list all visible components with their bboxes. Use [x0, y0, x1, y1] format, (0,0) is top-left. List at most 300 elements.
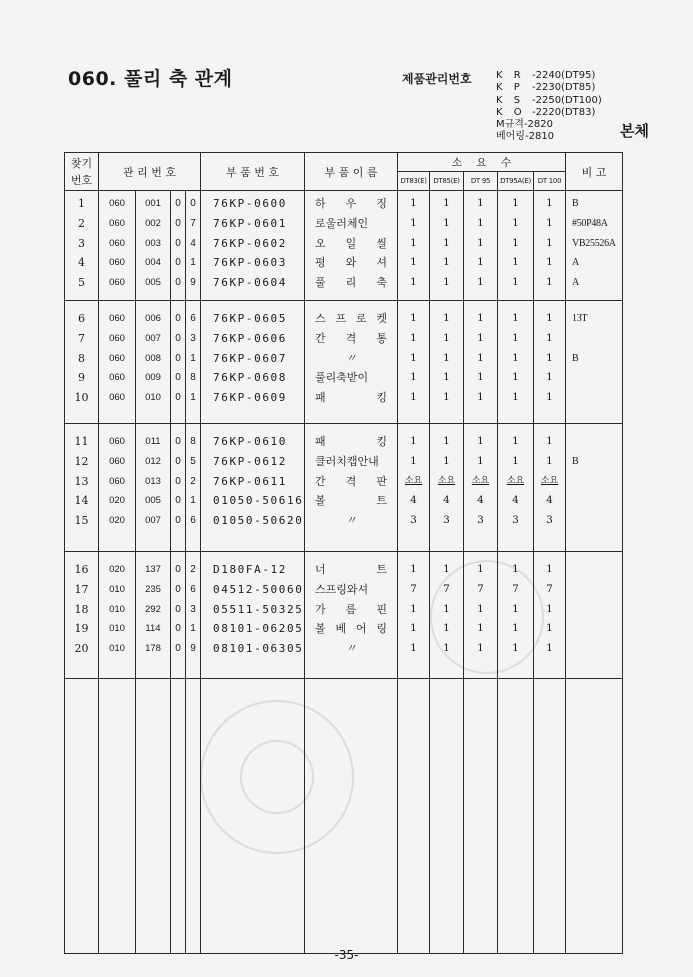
qty-dt100: 1 — [546, 435, 553, 447]
index-no: 7 — [78, 331, 85, 345]
mgmt-no-1: 060 — [109, 257, 125, 269]
mgmt-no-1-column-cell — [99, 424, 136, 552]
qty-dt85e: 7 — [443, 582, 450, 595]
part-name: 〃 — [345, 351, 357, 365]
part-name: 스 프 로 켓 — [315, 312, 387, 325]
qty-dt100: 1 — [546, 236, 553, 249]
remark — [569, 472, 622, 492]
part-number: 76KP-0600 — [213, 197, 288, 210]
qty-dt95ae: 소요 — [506, 475, 525, 486]
mgmt-no-1: 020 — [109, 495, 125, 507]
mgmt-no-2: 010 — [145, 392, 161, 404]
mgmt-no-3: 0 — [175, 455, 181, 467]
mgmt-no-3: 0 — [175, 313, 181, 324]
qty-dt85e: 1 — [443, 216, 450, 229]
part-name: 〃 — [345, 514, 357, 528]
qty-dt85e: 1 — [443, 454, 450, 467]
mgmt-no-2: 003 — [145, 237, 161, 249]
mgmt-no-4: 5 — [190, 455, 196, 467]
mgmt-no-4: 4 — [190, 237, 196, 249]
mgmt-no-2: 012 — [145, 455, 161, 467]
mgmt-no-3: 0 — [175, 603, 181, 615]
mgmt-no-1: 060 — [109, 475, 125, 487]
qty-dt85e: 소요 — [437, 475, 456, 486]
qty-dt95ae-column-cell — [498, 552, 534, 679]
mgmt-no-3: 0 — [175, 475, 181, 487]
part-number: 76KP-0604 — [213, 276, 288, 290]
qty-dt95: 1 — [477, 256, 484, 269]
qty-dt83e-column-cell — [398, 424, 430, 552]
remark — [569, 388, 622, 408]
remark-column-cell — [566, 301, 623, 424]
mgmt-no-3: 0 — [175, 495, 181, 507]
qty-dt100: 3 — [546, 514, 553, 527]
part-name: 오 일 씰 — [315, 236, 387, 250]
mgmt-no-2: 013 — [145, 475, 161, 487]
mgmt-no-3: 0 — [175, 352, 181, 364]
product-code: K R — [496, 70, 525, 81]
qty-dt95ae: 1 — [512, 602, 519, 615]
mgmt-no-2-column-cell — [136, 552, 171, 679]
qty-dt85e: 1 — [443, 602, 450, 615]
index-no-column-cell — [65, 191, 99, 301]
part-name: 간 격 통 — [315, 331, 387, 345]
index-no: 16 — [74, 563, 89, 576]
mgmt-no-4-column-cell — [186, 301, 201, 424]
qty-dt85e: 1 — [443, 642, 450, 655]
index-no: 10 — [74, 391, 89, 405]
mgmt-no-2: 009 — [145, 372, 161, 384]
qty-dt100: 1 — [546, 276, 553, 289]
part-number: 76KP-0611 — [213, 474, 288, 488]
qty-dt95ae: 1 — [512, 331, 519, 344]
product-code: K O — [496, 106, 526, 118]
mgmt-no-3: 0 — [175, 217, 181, 229]
mgmt-no-4: 2 — [190, 564, 196, 575]
remark: A — [572, 277, 579, 289]
remark — [569, 580, 622, 600]
part-number: 04512-50060 — [213, 582, 304, 596]
blank-cell — [498, 679, 534, 954]
mgmt-no-2: 006 — [145, 313, 161, 324]
mgmt-no-3: 0 — [175, 583, 181, 595]
part-name: 스프링와셔 — [315, 582, 369, 596]
mgmt-no-1: 010 — [109, 623, 125, 635]
part-number-column-cell — [201, 301, 305, 424]
part-number: 01050-50620 — [213, 514, 304, 528]
part-name: 로울러체인 — [315, 216, 369, 230]
header-part-no: 부 품 번 호 — [201, 153, 305, 191]
part-name-column-cell — [305, 424, 398, 552]
qty-dt83e: 1 — [410, 454, 417, 467]
part-name: 볼 베 어 링 — [315, 622, 387, 636]
mgmt-no-2: 004 — [145, 257, 161, 269]
qty-dt95: 1 — [477, 276, 484, 289]
qty-dt83e: 1 — [410, 331, 417, 344]
remark: A — [572, 257, 579, 269]
mgmt-no-2-column-cell — [136, 424, 171, 552]
qty-dt95ae: 1 — [512, 391, 519, 404]
part-name: 평 와 셔 — [315, 256, 387, 270]
qty-dt95ae: 1 — [512, 622, 519, 635]
header-model-dt95ae: DT95A(E) — [498, 172, 534, 191]
mgmt-no-4: 2 — [190, 475, 196, 487]
qty-dt85e-column-cell — [430, 301, 464, 424]
mgmt-no-1: 010 — [109, 643, 125, 655]
mgmt-no-3: 0 — [175, 515, 181, 527]
mgmt-no-4: 1 — [190, 392, 196, 404]
part-name: 〃 — [345, 642, 357, 656]
part-number: 76KP-0602 — [213, 236, 288, 250]
remark — [569, 432, 622, 452]
blank-cell — [99, 679, 136, 954]
product-code-value: -2250(DT100) — [532, 94, 602, 106]
qty-dt83e: 1 — [410, 312, 417, 324]
remark — [569, 329, 622, 349]
mgmt-no-4: 6 — [190, 583, 196, 595]
qty-dt95ae-column-cell — [498, 301, 534, 424]
page-number: -35- — [334, 948, 359, 962]
mgmt-no-2: 114 — [145, 623, 161, 635]
mgmt-no-1-column-cell — [99, 301, 136, 424]
row-group — [65, 424, 623, 552]
qty-dt100-column-cell — [534, 552, 566, 679]
qty-dt95-column-cell — [464, 301, 498, 424]
remark — [569, 639, 622, 659]
qty-dt100: 1 — [546, 312, 553, 324]
qty-dt95: 1 — [477, 563, 484, 575]
mgmt-no-2-column-cell — [136, 191, 171, 301]
index-no: 5 — [78, 276, 85, 290]
qty-dt95-column-cell — [464, 191, 498, 301]
qty-dt95: 1 — [477, 351, 484, 364]
blank-row — [65, 679, 623, 954]
qty-dt85e: 1 — [443, 331, 450, 344]
blank-cell — [171, 679, 186, 954]
qty-dt83e: 1 — [410, 276, 417, 289]
part-name: 풀리축받이 — [315, 371, 369, 385]
qty-dt85e: 1 — [443, 435, 450, 447]
qty-dt95: 1 — [477, 602, 484, 615]
mgmt-no-2: 001 — [145, 198, 161, 209]
qty-dt100: 소요 — [540, 475, 559, 486]
product-code-line — [496, 70, 602, 82]
remark — [569, 368, 622, 388]
mgmt-no-3-column-cell — [171, 424, 186, 552]
qty-dt83e: 1 — [410, 371, 417, 384]
product-code: K P — [496, 82, 524, 94]
header-mgmt-no: 관 리 번 호 — [99, 153, 201, 191]
mgmt-no-3-column-cell — [171, 191, 186, 301]
qty-dt85e-column-cell — [430, 552, 464, 679]
qty-dt85e: 1 — [443, 622, 450, 635]
mgmt-no-1: 060 — [109, 198, 125, 209]
mgmt-no-4: 9 — [190, 277, 196, 289]
mgmt-no-1: 060 — [109, 392, 125, 404]
qty-dt95: 1 — [477, 216, 484, 229]
part-name: 클러치캡안내 — [315, 454, 379, 468]
spec-line: 베어링-2810 — [496, 131, 555, 143]
mgmt-no-2: 235 — [145, 583, 161, 595]
blank-cell — [136, 679, 171, 954]
mgmt-no-1: 010 — [109, 583, 125, 595]
remark — [569, 600, 622, 620]
part-number: 76KP-0603 — [213, 256, 288, 270]
parts-table — [64, 152, 623, 954]
product-code-label: 제품관리번호 — [402, 72, 472, 86]
qty-dt100: 1 — [546, 622, 553, 635]
part-number: 76KP-0605 — [213, 312, 288, 325]
index-no: 20 — [74, 642, 89, 656]
qty-dt95ae: 3 — [512, 514, 519, 527]
index-no: 12 — [74, 454, 89, 468]
qty-dt85e: 3 — [443, 514, 450, 527]
remark: B — [572, 455, 579, 467]
qty-dt95ae: 1 — [512, 435, 519, 447]
index-no: 14 — [74, 494, 89, 508]
mgmt-no-2: 137 — [145, 564, 161, 575]
qty-dt85e: 1 — [443, 236, 450, 249]
index-no-column-cell — [65, 424, 99, 552]
mgmt-no-4: 1 — [190, 495, 196, 507]
remark — [569, 491, 622, 511]
product-code-value: -2220(DT83) — [532, 106, 596, 118]
mgmt-no-3: 0 — [175, 237, 181, 249]
qty-dt95: 1 — [477, 331, 484, 344]
remark-column-cell — [566, 552, 623, 679]
blank-cell — [464, 679, 498, 954]
index-no: 4 — [78, 256, 85, 270]
blank-cell — [534, 679, 566, 954]
qty-dt83e: 1 — [410, 256, 417, 269]
qty-dt83e: 1 — [410, 602, 417, 615]
qty-dt95: 1 — [477, 454, 484, 467]
mgmt-no-2: 008 — [145, 352, 161, 364]
remark — [569, 511, 622, 531]
header-model-dt100: DT 100 — [534, 172, 566, 191]
part-name: 너 트 — [315, 563, 387, 576]
index-no-column-cell — [65, 301, 99, 424]
mgmt-no-1: 060 — [109, 217, 125, 229]
part-number: 76KP-0612 — [213, 454, 288, 468]
mgmt-no-4: 9 — [190, 643, 196, 655]
blank-cell — [305, 679, 398, 954]
mgmt-no-3-column-cell — [171, 301, 186, 424]
mgmt-no-1-column-cell — [99, 191, 136, 301]
body-label: 본체 — [620, 122, 649, 140]
remark: B — [572, 352, 579, 364]
header-index-line2: 번호 — [70, 173, 93, 187]
blank-cell — [201, 679, 305, 954]
part-name: 패 킹 — [315, 391, 387, 405]
header-part-name: 부 품 이 름 — [305, 153, 398, 191]
header-index — [65, 153, 99, 191]
mgmt-no-1: 060 — [109, 352, 125, 364]
mgmt-no-4: 1 — [190, 352, 196, 364]
qty-dt83e: 1 — [410, 642, 417, 655]
part-number: 76KP-0609 — [213, 391, 288, 405]
mgmt-no-3: 0 — [175, 643, 181, 655]
part-name-column-cell — [305, 191, 398, 301]
product-code-line — [496, 95, 602, 107]
remark-column-cell — [566, 424, 623, 552]
mgmt-no-1: 060 — [109, 372, 125, 384]
mgmt-no-4-column-cell — [186, 191, 201, 301]
mgmt-no-4: 8 — [190, 372, 196, 384]
spec-line: M규격-2820 — [496, 119, 554, 131]
remark — [569, 560, 622, 580]
index-no: 18 — [74, 602, 89, 616]
qty-dt95ae: 1 — [512, 563, 519, 575]
remark: VB25526A — [572, 237, 616, 249]
mgmt-no-3: 0 — [175, 372, 181, 384]
part-name: 간 격 판 — [315, 474, 387, 488]
header-model-dt83e: DT83(E) — [398, 172, 430, 191]
mgmt-no-1: 060 — [109, 332, 125, 344]
qty-dt85e-column-cell — [430, 191, 464, 301]
part-number-column-cell — [201, 424, 305, 552]
index-no: 17 — [74, 582, 89, 596]
part-number-column-cell — [201, 552, 305, 679]
part-number: D180FA-12 — [213, 563, 288, 576]
part-name-column-cell — [305, 301, 398, 424]
mgmt-no-1: 010 — [109, 603, 125, 615]
mgmt-no-1: 020 — [109, 515, 125, 527]
qty-dt85e: 1 — [443, 276, 450, 289]
qty-dt100: 4 — [546, 494, 553, 507]
row-group — [65, 191, 623, 301]
qty-dt83e: 7 — [410, 582, 417, 595]
qty-dt95: 소요 — [471, 475, 490, 486]
part-name: 가 름 핀 — [315, 602, 387, 616]
qty-dt95: 1 — [477, 236, 484, 249]
index-no: 11 — [74, 435, 89, 448]
qty-dt95ae: 4 — [512, 494, 519, 507]
mgmt-no-4-column-cell — [186, 424, 201, 552]
index-no: 19 — [74, 622, 89, 636]
qty-dt83e: 1 — [410, 197, 417, 209]
mgmt-no-4: 3 — [190, 603, 196, 615]
mgmt-no-1: 060 — [109, 313, 125, 324]
mgmt-no-4: 0 — [190, 198, 196, 209]
header-quantity: 소 요 수 — [398, 153, 566, 172]
remark: B — [572, 198, 579, 209]
part-name: 하 우 징 — [315, 197, 387, 210]
qty-dt85e: 1 — [443, 197, 450, 209]
index-no: 6 — [78, 312, 85, 325]
qty-dt95: 4 — [477, 494, 484, 507]
qty-dt100-column-cell — [534, 301, 566, 424]
qty-dt100: 1 — [546, 371, 553, 384]
product-code-line — [496, 82, 602, 94]
mgmt-no-4-column-cell — [186, 552, 201, 679]
qty-dt95ae: 1 — [512, 276, 519, 289]
qty-dt95ae-column-cell — [498, 191, 534, 301]
mgmt-no-4: 6 — [190, 515, 196, 527]
index-no: 1 — [78, 197, 85, 210]
qty-dt95: 1 — [477, 371, 484, 384]
mgmt-no-4: 7 — [190, 217, 196, 229]
qty-dt85e: 1 — [443, 391, 450, 404]
mgmt-no-2: 292 — [145, 603, 161, 615]
mgmt-no-3: 0 — [175, 257, 181, 269]
mgmt-no-3: 0 — [175, 392, 181, 404]
index-no: 3 — [78, 236, 85, 250]
qty-dt83e: 1 — [410, 435, 417, 447]
part-number: 76KP-0601 — [213, 216, 288, 230]
qty-dt100: 1 — [546, 454, 553, 467]
product-code-list — [496, 70, 602, 144]
mgmt-no-3: 0 — [175, 332, 181, 344]
qty-dt100: 7 — [546, 582, 553, 595]
part-number: 76KP-0610 — [213, 435, 288, 448]
qty-dt85e: 1 — [443, 351, 450, 364]
qty-dt83e-column-cell — [398, 191, 430, 301]
qty-dt83e-column-cell — [398, 301, 430, 424]
qty-dt100: 1 — [546, 331, 553, 344]
qty-dt100: 1 — [546, 197, 553, 209]
index-no-column-cell — [65, 552, 99, 679]
qty-dt100: 1 — [546, 256, 553, 269]
remark — [569, 619, 622, 639]
qty-dt100: 1 — [546, 391, 553, 404]
mgmt-no-3: 0 — [175, 277, 181, 289]
qty-dt95: 1 — [477, 312, 484, 324]
qty-dt100: 1 — [546, 351, 553, 364]
qty-dt100: 1 — [546, 602, 553, 615]
qty-dt83e-column-cell — [398, 552, 430, 679]
qty-dt95: 7 — [477, 582, 484, 595]
blank-cell — [566, 679, 623, 954]
qty-dt100: 1 — [546, 563, 553, 575]
qty-dt83e: 1 — [410, 563, 417, 575]
mgmt-no-2: 007 — [145, 515, 161, 527]
qty-dt95: 1 — [477, 197, 484, 209]
mgmt-no-2: 178 — [145, 643, 161, 655]
remark: 13T — [572, 313, 588, 324]
blank-cell — [398, 679, 430, 954]
index-no: 13 — [74, 474, 89, 488]
qty-dt83e: 소요 — [404, 475, 423, 486]
qty-dt100: 1 — [546, 642, 553, 655]
mgmt-no-2: 007 — [145, 332, 161, 344]
index-no: 8 — [78, 351, 85, 365]
mgmt-no-4: 3 — [190, 332, 196, 344]
part-name-column-cell — [305, 552, 398, 679]
part-name: 풀 리 축 — [315, 276, 387, 290]
part-number: 01050-50616 — [213, 494, 304, 508]
mgmt-no-1: 060 — [109, 277, 125, 289]
qty-dt85e: 4 — [443, 494, 450, 507]
qty-dt95-column-cell — [464, 552, 498, 679]
part-number: 08101-06205 — [213, 622, 304, 636]
mgmt-no-4: 1 — [190, 257, 196, 269]
mgmt-no-2: 005 — [145, 495, 161, 507]
qty-dt85e-column-cell — [430, 424, 464, 552]
header-model-dt85e: DT85(E) — [430, 172, 464, 191]
qty-dt95: 1 — [477, 435, 484, 447]
header-model-dt95: DT 95 — [464, 172, 498, 191]
qty-dt85e: 1 — [443, 371, 450, 384]
part-name: 패 킹 — [315, 435, 387, 448]
mgmt-no-3: 0 — [175, 623, 181, 635]
index-no: 15 — [74, 514, 89, 528]
mgmt-no-2: 002 — [145, 217, 161, 229]
product-code: K S — [496, 94, 525, 106]
blank-cell — [65, 679, 99, 954]
row-group — [65, 301, 623, 424]
section-title: 060. 풀리 축 관계 — [68, 68, 233, 90]
